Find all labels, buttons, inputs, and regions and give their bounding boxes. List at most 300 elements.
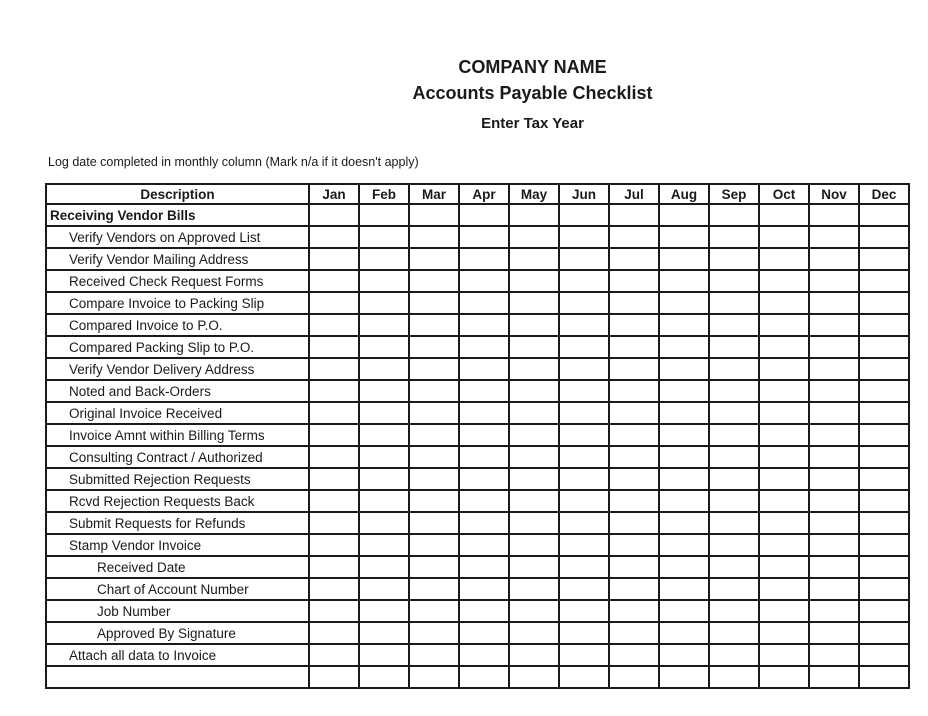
task-label: Received Date <box>46 556 309 578</box>
date-cell-jan[interactable] <box>309 468 359 490</box>
date-cell-jun[interactable] <box>559 248 609 270</box>
date-cell-may[interactable] <box>509 644 559 666</box>
date-cell-sep[interactable] <box>709 512 759 534</box>
date-cell-mar[interactable] <box>409 644 459 666</box>
date-cell-dec[interactable] <box>859 314 909 336</box>
date-cell-oct[interactable] <box>759 512 809 534</box>
date-cell-feb[interactable] <box>359 556 409 578</box>
date-cell-jun[interactable] <box>559 226 609 248</box>
table-row <box>46 270 909 292</box>
date-cell-may[interactable] <box>509 512 559 534</box>
date-cell-apr[interactable] <box>459 490 509 512</box>
date-cell-apr[interactable] <box>459 446 509 468</box>
date-cell-jul[interactable] <box>609 204 659 226</box>
date-cell-sep[interactable] <box>709 336 759 358</box>
table-row <box>46 622 909 644</box>
date-cell-feb[interactable] <box>359 270 409 292</box>
date-cell-may[interactable] <box>509 468 559 490</box>
date-cell-sep[interactable] <box>709 600 759 622</box>
date-cell-jul[interactable] <box>609 314 659 336</box>
date-cell-jul[interactable] <box>609 336 659 358</box>
date-cell-apr[interactable] <box>459 380 509 402</box>
date-cell-mar[interactable] <box>409 402 459 424</box>
table-row <box>46 402 909 424</box>
date-cell-oct[interactable] <box>759 622 809 644</box>
date-cell-mar[interactable] <box>409 358 459 380</box>
date-cell-aug[interactable] <box>659 446 709 468</box>
date-cell-jan[interactable] <box>309 446 359 468</box>
date-cell-aug[interactable] <box>659 578 709 600</box>
date-cell-jun[interactable] <box>559 600 609 622</box>
date-cell-sep[interactable] <box>709 578 759 600</box>
date-cell-jan[interactable] <box>309 204 359 226</box>
date-cell-mar[interactable] <box>409 424 459 446</box>
date-cell-feb[interactable] <box>359 490 409 512</box>
date-cell-jan[interactable] <box>309 512 359 534</box>
date-cell-feb[interactable] <box>359 600 409 622</box>
date-cell-apr[interactable] <box>459 336 509 358</box>
date-cell-dec[interactable] <box>859 248 909 270</box>
date-cell-sep[interactable] <box>709 424 759 446</box>
month-header-sep: Sep <box>709 184 759 204</box>
date-cell-nov[interactable] <box>809 402 859 424</box>
date-cell-dec[interactable] <box>859 270 909 292</box>
month-header-apr: Apr <box>459 184 509 204</box>
date-cell-mar[interactable] <box>409 248 459 270</box>
date-cell-aug[interactable] <box>659 358 709 380</box>
date-cell-may[interactable] <box>509 314 559 336</box>
date-cell-sep[interactable] <box>709 380 759 402</box>
date-cell-dec[interactable] <box>859 600 909 622</box>
date-cell-jun[interactable] <box>559 446 609 468</box>
task-label: Submitted Rejection Requests <box>46 468 309 490</box>
date-cell-jan[interactable] <box>309 622 359 644</box>
date-cell-mar[interactable] <box>409 314 459 336</box>
date-cell-oct[interactable] <box>759 490 809 512</box>
date-cell-oct[interactable] <box>759 336 809 358</box>
date-cell-dec[interactable] <box>859 556 909 578</box>
date-cell-mar[interactable] <box>409 666 459 688</box>
date-cell-oct[interactable] <box>759 270 809 292</box>
date-cell-feb[interactable] <box>359 622 409 644</box>
date-cell-aug[interactable] <box>659 468 709 490</box>
date-cell-may[interactable] <box>509 578 559 600</box>
date-cell-mar[interactable] <box>409 578 459 600</box>
date-cell-feb[interactable] <box>359 644 409 666</box>
date-cell-may[interactable] <box>509 402 559 424</box>
description-header: Description <box>46 184 309 204</box>
month-header-may: May <box>509 184 559 204</box>
date-cell-dec[interactable] <box>859 468 909 490</box>
date-cell-apr[interactable] <box>459 556 509 578</box>
date-cell-jun[interactable] <box>559 622 609 644</box>
date-cell-oct[interactable] <box>759 226 809 248</box>
table-row <box>46 424 909 446</box>
table-row <box>46 578 909 600</box>
date-cell-nov[interactable] <box>809 600 859 622</box>
month-header-dec: Dec <box>859 184 909 204</box>
date-cell-jan[interactable] <box>309 226 359 248</box>
date-cell-feb[interactable] <box>359 248 409 270</box>
date-cell-jul[interactable] <box>609 512 659 534</box>
date-cell-jul[interactable] <box>609 666 659 688</box>
date-cell-jan[interactable] <box>309 666 359 688</box>
date-cell-mar[interactable] <box>409 292 459 314</box>
date-cell-nov[interactable] <box>809 666 859 688</box>
date-cell-apr[interactable] <box>459 402 509 424</box>
date-cell-apr[interactable] <box>459 578 509 600</box>
tax-year-field[interactable]: Enter Tax Year <box>481 115 584 132</box>
date-cell-jan[interactable] <box>309 270 359 292</box>
date-cell-sep[interactable] <box>709 226 759 248</box>
date-cell-jun[interactable] <box>559 578 609 600</box>
date-cell-dec[interactable] <box>859 512 909 534</box>
date-cell-jan[interactable] <box>309 402 359 424</box>
date-cell-jan[interactable] <box>309 292 359 314</box>
date-cell-oct[interactable] <box>759 292 809 314</box>
date-cell-aug[interactable] <box>659 556 709 578</box>
date-cell-jan[interactable] <box>309 358 359 380</box>
date-cell-aug[interactable] <box>659 666 709 688</box>
date-cell-aug[interactable] <box>659 314 709 336</box>
date-cell-jul[interactable] <box>609 402 659 424</box>
date-cell-aug[interactable] <box>659 204 709 226</box>
task-label: Attach all data to Invoice <box>46 644 309 666</box>
date-cell-jan[interactable] <box>309 600 359 622</box>
date-cell-sep[interactable] <box>709 270 759 292</box>
date-cell-may[interactable] <box>509 424 559 446</box>
table-row <box>46 534 909 556</box>
date-cell-apr[interactable] <box>459 512 509 534</box>
date-cell-nov[interactable] <box>809 512 859 534</box>
date-cell-jun[interactable] <box>559 666 609 688</box>
date-cell-mar[interactable] <box>409 622 459 644</box>
date-cell-jul[interactable] <box>609 270 659 292</box>
date-cell-apr[interactable] <box>459 358 509 380</box>
task-label: Compared Packing Slip to P.O. <box>46 336 309 358</box>
date-cell-sep[interactable] <box>709 358 759 380</box>
date-cell-oct[interactable] <box>759 204 809 226</box>
date-cell-jul[interactable] <box>609 556 659 578</box>
date-cell-oct[interactable] <box>759 556 809 578</box>
date-cell-oct[interactable] <box>759 534 809 556</box>
table-row <box>46 556 909 578</box>
date-cell-nov[interactable] <box>809 534 859 556</box>
date-cell-nov[interactable] <box>809 578 859 600</box>
date-cell-jun[interactable] <box>559 490 609 512</box>
date-cell-dec[interactable] <box>859 204 909 226</box>
date-cell-dec[interactable] <box>859 358 909 380</box>
task-label <box>46 666 309 688</box>
date-cell-may[interactable] <box>509 226 559 248</box>
date-cell-may[interactable] <box>509 622 559 644</box>
date-cell-dec[interactable] <box>859 424 909 446</box>
date-cell-aug[interactable] <box>659 226 709 248</box>
date-cell-mar[interactable] <box>409 270 459 292</box>
date-cell-jul[interactable] <box>609 358 659 380</box>
date-cell-mar[interactable] <box>409 446 459 468</box>
date-cell-jun[interactable] <box>559 358 609 380</box>
date-cell-dec[interactable] <box>859 336 909 358</box>
date-cell-apr[interactable] <box>459 666 509 688</box>
date-cell-nov[interactable] <box>809 204 859 226</box>
date-cell-aug[interactable] <box>659 336 709 358</box>
date-cell-aug[interactable] <box>659 644 709 666</box>
date-cell-jun[interactable] <box>559 534 609 556</box>
date-cell-feb[interactable] <box>359 534 409 556</box>
date-cell-sep[interactable] <box>709 248 759 270</box>
date-cell-jun[interactable] <box>559 270 609 292</box>
date-cell-dec[interactable] <box>859 534 909 556</box>
table-row <box>46 512 909 534</box>
date-cell-jul[interactable] <box>609 600 659 622</box>
date-cell-may[interactable] <box>509 204 559 226</box>
date-cell-nov[interactable] <box>809 446 859 468</box>
date-cell-dec[interactable] <box>859 666 909 688</box>
date-cell-jan[interactable] <box>309 314 359 336</box>
table-row <box>46 314 909 336</box>
date-cell-jun[interactable] <box>559 556 609 578</box>
table-row <box>46 292 909 314</box>
task-label: Approved By Signature <box>46 622 309 644</box>
date-cell-sep[interactable] <box>709 204 759 226</box>
date-cell-apr[interactable] <box>459 468 509 490</box>
month-header-feb: Feb <box>359 184 409 204</box>
date-cell-jun[interactable] <box>559 644 609 666</box>
date-cell-aug[interactable] <box>659 534 709 556</box>
date-cell-sep[interactable] <box>709 534 759 556</box>
date-cell-dec[interactable] <box>859 644 909 666</box>
date-cell-apr[interactable] <box>459 226 509 248</box>
date-cell-mar[interactable] <box>409 226 459 248</box>
date-cell-aug[interactable] <box>659 248 709 270</box>
date-cell-nov[interactable] <box>809 314 859 336</box>
date-cell-jan[interactable] <box>309 380 359 402</box>
date-cell-apr[interactable] <box>459 292 509 314</box>
date-cell-nov[interactable] <box>809 358 859 380</box>
date-cell-jan[interactable] <box>309 644 359 666</box>
date-cell-sep[interactable] <box>709 622 759 644</box>
date-cell-sep[interactable] <box>709 292 759 314</box>
date-cell-apr[interactable] <box>459 644 509 666</box>
date-cell-jan[interactable] <box>309 424 359 446</box>
date-cell-jul[interactable] <box>609 226 659 248</box>
date-cell-may[interactable] <box>509 292 559 314</box>
date-cell-jan[interactable] <box>309 556 359 578</box>
month-header-mar: Mar <box>409 184 459 204</box>
date-cell-feb[interactable] <box>359 468 409 490</box>
date-cell-sep[interactable] <box>709 314 759 336</box>
date-cell-nov[interactable] <box>809 380 859 402</box>
date-cell-jul[interactable] <box>609 578 659 600</box>
date-cell-nov[interactable] <box>809 226 859 248</box>
date-cell-mar[interactable] <box>409 556 459 578</box>
date-cell-dec[interactable] <box>859 578 909 600</box>
date-cell-aug[interactable] <box>659 402 709 424</box>
date-cell-dec[interactable] <box>859 226 909 248</box>
month-header-oct: Oct <box>759 184 809 204</box>
table-row <box>46 446 909 468</box>
date-cell-feb[interactable] <box>359 512 409 534</box>
date-cell-aug[interactable] <box>659 380 709 402</box>
date-cell-may[interactable] <box>509 380 559 402</box>
date-cell-mar[interactable] <box>409 512 459 534</box>
date-cell-apr[interactable] <box>459 424 509 446</box>
date-cell-jan[interactable] <box>309 248 359 270</box>
table-row <box>46 490 909 512</box>
task-label: Received Check Request Forms <box>46 270 309 292</box>
date-cell-feb[interactable] <box>359 446 409 468</box>
date-cell-oct[interactable] <box>759 314 809 336</box>
date-cell-mar[interactable] <box>409 380 459 402</box>
date-cell-aug[interactable] <box>659 292 709 314</box>
date-cell-sep[interactable] <box>709 446 759 468</box>
date-cell-mar[interactable] <box>409 600 459 622</box>
date-cell-mar[interactable] <box>409 204 459 226</box>
date-cell-apr[interactable] <box>459 270 509 292</box>
date-cell-oct[interactable] <box>759 248 809 270</box>
date-cell-nov[interactable] <box>809 424 859 446</box>
date-cell-may[interactable] <box>509 336 559 358</box>
date-cell-aug[interactable] <box>659 512 709 534</box>
date-cell-dec[interactable] <box>859 490 909 512</box>
task-label: Compare Invoice to Packing Slip <box>46 292 309 314</box>
date-cell-oct[interactable] <box>759 446 809 468</box>
date-cell-dec[interactable] <box>859 446 909 468</box>
date-cell-nov[interactable] <box>809 248 859 270</box>
date-cell-feb[interactable] <box>359 314 409 336</box>
date-cell-oct[interactable] <box>759 666 809 688</box>
date-cell-jun[interactable] <box>559 380 609 402</box>
date-cell-nov[interactable] <box>809 270 859 292</box>
date-cell-apr[interactable] <box>459 204 509 226</box>
date-cell-sep[interactable] <box>709 468 759 490</box>
date-cell-jan[interactable] <box>309 336 359 358</box>
date-cell-apr[interactable] <box>459 248 509 270</box>
date-cell-dec[interactable] <box>859 402 909 424</box>
date-cell-may[interactable] <box>509 270 559 292</box>
date-cell-sep[interactable] <box>709 644 759 666</box>
date-cell-feb[interactable] <box>359 424 409 446</box>
date-cell-sep[interactable] <box>709 402 759 424</box>
date-cell-mar[interactable] <box>409 336 459 358</box>
date-cell-dec[interactable] <box>859 622 909 644</box>
date-cell-may[interactable] <box>509 358 559 380</box>
date-cell-feb[interactable] <box>359 226 409 248</box>
date-cell-oct[interactable] <box>759 600 809 622</box>
date-cell-jul[interactable] <box>609 622 659 644</box>
date-cell-nov[interactable] <box>809 292 859 314</box>
date-cell-feb[interactable] <box>359 578 409 600</box>
date-cell-feb[interactable] <box>359 336 409 358</box>
date-cell-jun[interactable] <box>559 468 609 490</box>
date-cell-jun[interactable] <box>559 424 609 446</box>
table-row <box>46 468 909 490</box>
date-cell-oct[interactable] <box>759 644 809 666</box>
date-cell-feb[interactable] <box>359 666 409 688</box>
date-cell-apr[interactable] <box>459 534 509 556</box>
date-cell-oct[interactable] <box>759 578 809 600</box>
date-cell-jun[interactable] <box>559 314 609 336</box>
date-cell-dec[interactable] <box>859 380 909 402</box>
table-row <box>46 666 909 688</box>
date-cell-mar[interactable] <box>409 534 459 556</box>
date-cell-apr[interactable] <box>459 622 509 644</box>
date-cell-nov[interactable] <box>809 622 859 644</box>
date-cell-jun[interactable] <box>559 204 609 226</box>
task-label: Verify Vendors on Approved List <box>46 226 309 248</box>
date-cell-feb[interactable] <box>359 380 409 402</box>
date-cell-jun[interactable] <box>559 402 609 424</box>
task-label: Verify Vendor Delivery Address <box>46 358 309 380</box>
date-cell-oct[interactable] <box>759 380 809 402</box>
date-cell-aug[interactable] <box>659 622 709 644</box>
date-cell-nov[interactable] <box>809 468 859 490</box>
date-cell-jan[interactable] <box>309 490 359 512</box>
date-cell-jun[interactable] <box>559 336 609 358</box>
date-cell-may[interactable] <box>509 556 559 578</box>
date-cell-aug[interactable] <box>659 270 709 292</box>
date-cell-jan[interactable] <box>309 578 359 600</box>
date-cell-mar[interactable] <box>409 468 459 490</box>
date-cell-aug[interactable] <box>659 424 709 446</box>
date-cell-feb[interactable] <box>359 292 409 314</box>
date-cell-apr[interactable] <box>459 600 509 622</box>
date-cell-oct[interactable] <box>759 424 809 446</box>
task-label: Rcvd Rejection Requests Back <box>46 490 309 512</box>
date-cell-jul[interactable] <box>609 292 659 314</box>
date-cell-oct[interactable] <box>759 468 809 490</box>
date-cell-jun[interactable] <box>559 292 609 314</box>
date-cell-jul[interactable] <box>609 248 659 270</box>
date-cell-jul[interactable] <box>609 534 659 556</box>
date-cell-oct[interactable] <box>759 358 809 380</box>
date-cell-sep[interactable] <box>709 490 759 512</box>
date-cell-jan[interactable] <box>309 534 359 556</box>
date-cell-feb[interactable] <box>359 204 409 226</box>
date-cell-sep[interactable] <box>709 666 759 688</box>
date-cell-nov[interactable] <box>809 490 859 512</box>
date-cell-feb[interactable] <box>359 358 409 380</box>
month-header-jan: Jan <box>309 184 359 204</box>
date-cell-aug[interactable] <box>659 600 709 622</box>
date-cell-aug[interactable] <box>659 490 709 512</box>
date-cell-jul[interactable] <box>609 424 659 446</box>
date-cell-jul[interactable] <box>609 490 659 512</box>
date-cell-jul[interactable] <box>609 380 659 402</box>
date-cell-may[interactable] <box>509 600 559 622</box>
date-cell-apr[interactable] <box>459 314 509 336</box>
date-cell-nov[interactable] <box>809 336 859 358</box>
date-cell-feb[interactable] <box>359 402 409 424</box>
date-cell-jun[interactable] <box>559 512 609 534</box>
date-cell-jul[interactable] <box>609 468 659 490</box>
date-cell-mar[interactable] <box>409 490 459 512</box>
date-cell-nov[interactable] <box>809 556 859 578</box>
date-cell-oct[interactable] <box>759 402 809 424</box>
date-cell-may[interactable] <box>509 490 559 512</box>
date-cell-jul[interactable] <box>609 446 659 468</box>
date-cell-may[interactable] <box>509 446 559 468</box>
date-cell-dec[interactable] <box>859 292 909 314</box>
date-cell-may[interactable] <box>509 534 559 556</box>
date-cell-jul[interactable] <box>609 644 659 666</box>
date-cell-nov[interactable] <box>809 644 859 666</box>
date-cell-may[interactable] <box>509 248 559 270</box>
task-label: Verify Vendor Mailing Address <box>46 248 309 270</box>
date-cell-sep[interactable] <box>709 556 759 578</box>
date-cell-may[interactable] <box>509 666 559 688</box>
